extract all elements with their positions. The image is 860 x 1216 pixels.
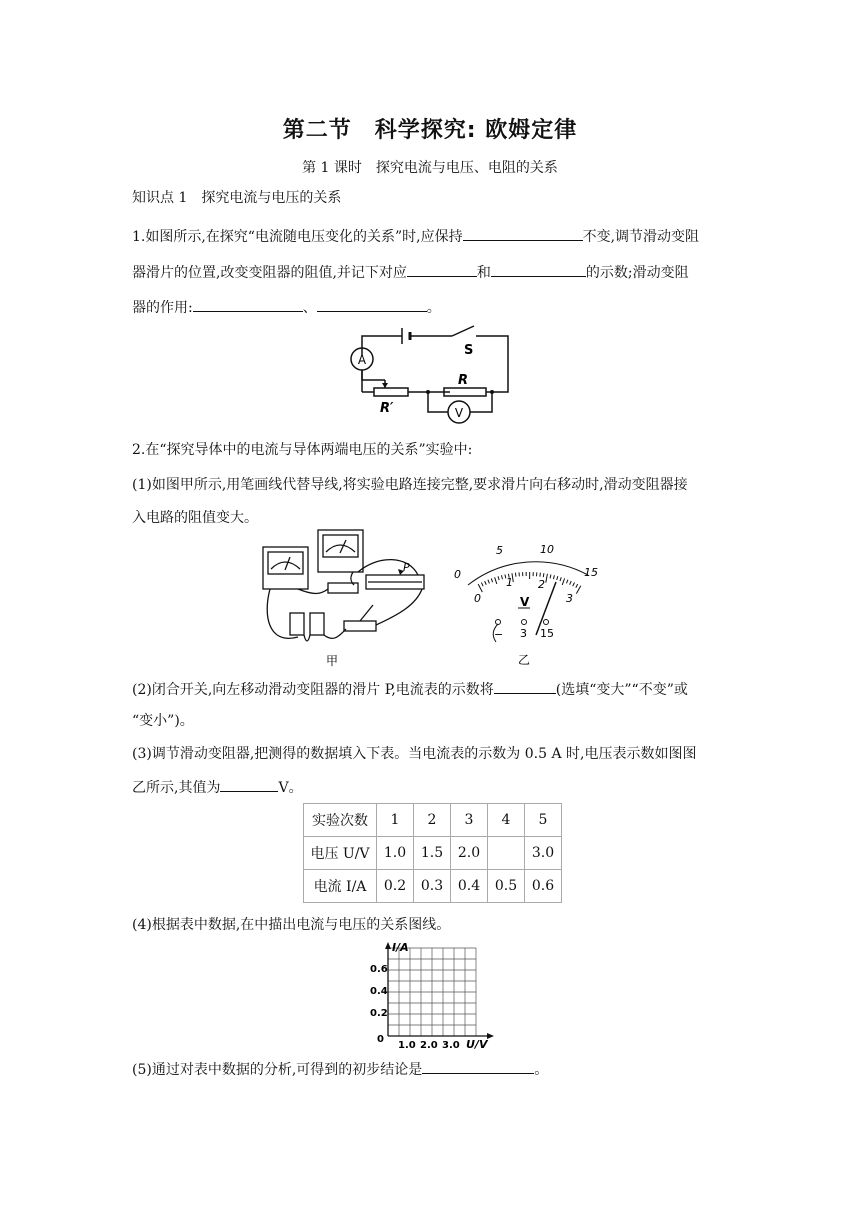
terminal-label: 3 [520,627,527,640]
ammeter-label: A [357,353,367,367]
graph-x-label: U/V [466,1038,488,1051]
meter-unit: V [520,595,530,609]
graph-x-tick: 1.0 [398,1040,416,1051]
q2-intro: 2.在“探究导体中的电流与导体两端电压的关系”实验中: [132,442,473,458]
voltmeter-label: V [454,406,464,420]
resistor-icon [444,388,486,396]
table-cell: 1.0 [377,837,414,870]
data-table [303,803,562,903]
table-cell: 0.6 [525,870,562,903]
table-cell: 2.0 [451,837,488,870]
terminal-label: 15 [540,627,554,640]
answer-blank[interactable] [422,1059,534,1074]
rheostat-label: R′ [380,401,394,416]
figure-yi-caption: 乙 [518,653,531,667]
q2-part5: (5)通过对表中数据的分析,可得到的初步结论是 。 [132,1059,548,1080]
q2-part3-line2: 乙所示,其值为 V。 [132,777,303,798]
switch-icon [344,621,376,631]
outer-tick-label: 10 [540,543,554,556]
graph-y-label: I/A [392,941,409,954]
outer-tick-label: 0 [454,568,461,581]
outer-tick-label: 15 [584,566,598,579]
table-cell: 1 [377,804,414,837]
switch-label: S [464,343,474,358]
q2-part1-line1: (1)如图甲所示,用笔画线代替导线,将实验电路连接完整,要求滑片向右移动时,滑动变阻器接 [132,477,688,493]
outer-tick-label: 5 [496,544,503,557]
table-cell: 0.4 [451,870,488,903]
answer-blank[interactable] [193,297,303,312]
voltmeter-dial-figure [448,540,608,670]
table-row [304,870,562,903]
inner-tick-label: 0 [474,592,481,605]
slider-label: P [403,561,410,574]
q1-line3: 器的作用: 、 。 [132,297,441,318]
table-cell: 电压 U/V [304,837,377,870]
answer-blank[interactable] [463,226,583,241]
lesson-subtitle: 第 1 课时 探究电流与电压、电阻的关系 [302,160,558,176]
battery-icon [310,613,324,635]
graph-y-tick: 0.6 [370,964,388,975]
table-cell: 4 [488,804,525,837]
inner-tick-label: 2 [538,578,545,591]
table-cell: 0.5 [488,870,525,903]
answer-graph[interactable] [360,940,500,1055]
battery-icon [290,613,304,635]
page-title: 第二节 科学探究: 欧姆定律 [282,118,578,143]
graph-y-tick: 0.4 [370,986,388,997]
graph-origin: 0 [377,1034,384,1045]
table-cell: 0.2 [377,870,414,903]
q2-part2-line1: (2)闭合开关,向左移动滑动变阻器的滑片 P,电流表的示数将 (选填“变大”“不变”或 [132,679,688,700]
q2-part2-line2: “变小”)。 [132,713,194,729]
table-cell: 1.5 [414,837,451,870]
terminal-label: − [494,628,504,641]
graph-x-tick: 2.0 [420,1040,438,1051]
q1-line1: 1.如图所示,在探究“电流随电压变化的关系”时,应保持 不变,调节滑动变阻 [132,226,699,247]
rheostat-icon [374,388,408,396]
table-cell: 3 [451,804,488,837]
q2-part4: (4)根据表中数据,在中描出电流与电压的关系图线。 [132,917,451,933]
apparatus-figure [258,525,438,670]
answer-blank[interactable] [220,777,278,792]
table-cell: 3.0 [525,837,562,870]
inner-tick-label: 3 [566,592,573,605]
answer-blank[interactable] [491,262,586,277]
table-row [304,804,562,837]
q2-part3-line1: (3)调节滑动变阻器,把测得的数据填入下表。当电流表的示数为 0.5 A 时,电压表示数如图图 [132,746,697,762]
answer-blank[interactable] [494,679,556,694]
table-cell: 实验次数 [304,804,377,837]
figure-jia-caption: 甲 [326,654,339,668]
q2-part1-line2: 入电路的阻值变大。 [132,510,258,526]
table-cell: 0.3 [414,870,451,903]
inner-tick-label: 1 [506,576,513,589]
table-cell[interactable] [488,837,525,870]
table-cell: 2 [414,804,451,837]
answer-blank[interactable] [317,297,427,312]
table-cell: 5 [525,804,562,837]
table-row [304,837,562,870]
knowledge-point-heading: 知识点 1 探究电流与电压的关系 [132,190,342,206]
table-cell: 电流 I/A [304,870,377,903]
q1-line2: 器滑片的位置,改变变阻器的阻值,并记下对应 和 的示数;滑动变阻 [132,262,689,283]
circuit-diagram [340,322,520,432]
graph-y-tick: 0.2 [370,1008,388,1019]
answer-blank[interactable] [407,262,477,277]
resistor-label: R [458,373,469,388]
graph-x-tick: 3.0 [442,1040,460,1051]
